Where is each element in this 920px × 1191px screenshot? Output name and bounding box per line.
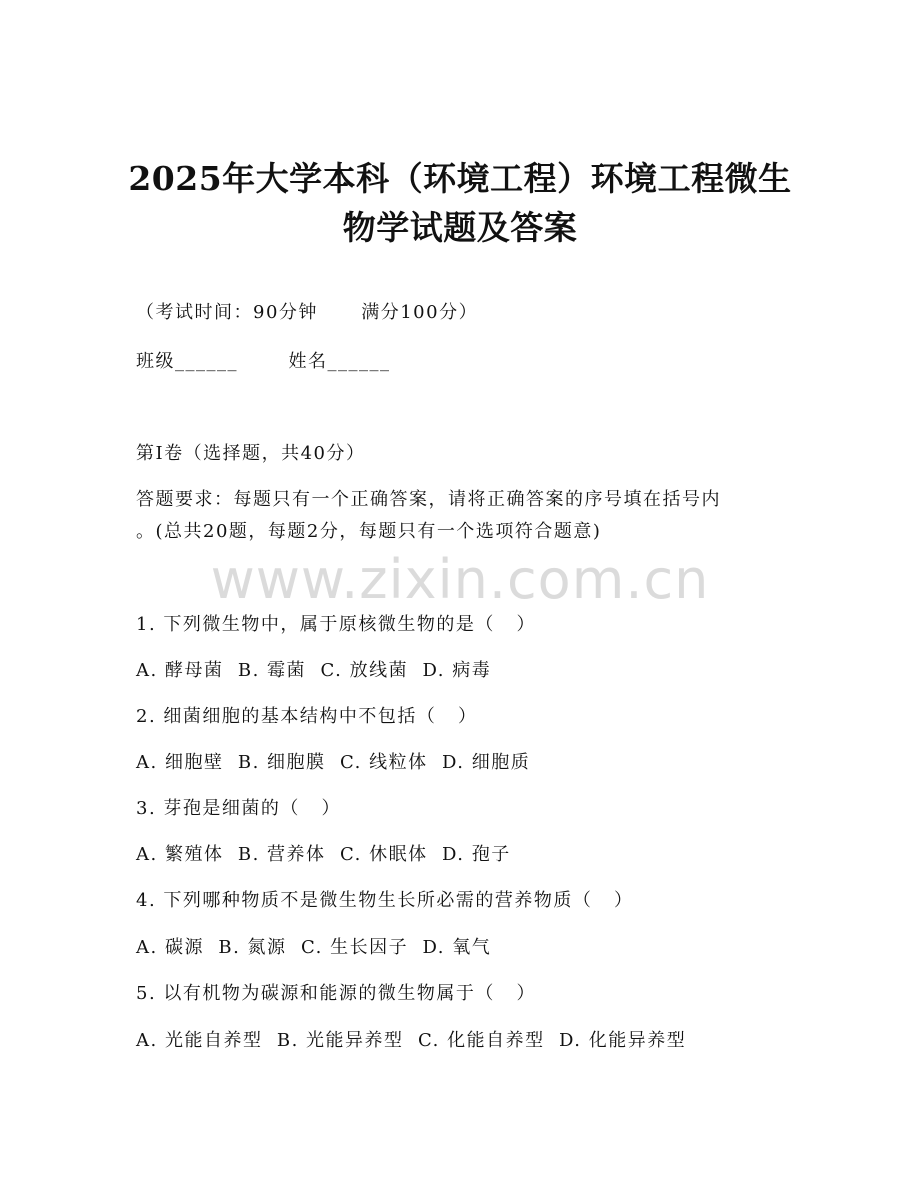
section-heading: 第I卷（选择题，共40分） xyxy=(136,443,366,464)
question-4-stem: 4. 下列哪种物质不是微生物生长所必需的营养物质（ ） xyxy=(136,890,634,911)
question-5-stem: 5. 以有机物为碳源和能源的微生物属于（ ） xyxy=(136,983,537,1004)
exam-time-score: （考试时间：90分钟 满分100分） xyxy=(136,302,479,323)
question-1-stem: 1. 下列微生物中，属于原核微生物的是（ ） xyxy=(136,614,537,635)
question-3-options: A. 繁殖体 B. 营养体 C. 休眠体 D. 孢子 xyxy=(136,844,511,865)
question-4-options: A. 碳源 B. 氮源 C. 生长因子 D. 氧气 xyxy=(136,937,492,958)
watermark-text: www.zixin.com.cn xyxy=(210,548,710,611)
question-5-options: A. 光能自养型 B. 光能异养型 C. 化能自养型 D. 化能异养型 xyxy=(136,1030,687,1051)
instructions-line-1: 答题要求：每题只有一个正确答案，请将正确答案的序号填在括号内 xyxy=(136,489,721,510)
document-title-line-2: 物学试题及答案 xyxy=(342,208,578,247)
class-name-fields: 班级______ 姓名______ xyxy=(136,351,391,372)
question-2-stem: 2. 细菌细胞的基本结构中不包括（ ） xyxy=(136,706,478,727)
question-3-stem: 3. 芽孢是细菌的（ ） xyxy=(136,798,342,819)
question-1-options: A. 酵母菌 B. 霉菌 C. 放线菌 D. 病毒 xyxy=(136,660,492,681)
question-2-options: A. 细胞壁 B. 细胞膜 C. 线粒体 D. 细胞质 xyxy=(136,752,531,773)
document-title-line-1: 2025年大学本科（环境工程）环境工程微生 xyxy=(128,159,792,198)
instructions-line-2: 。(总共20题，每题2分，每题只有一个选项符合题意) xyxy=(136,521,602,542)
